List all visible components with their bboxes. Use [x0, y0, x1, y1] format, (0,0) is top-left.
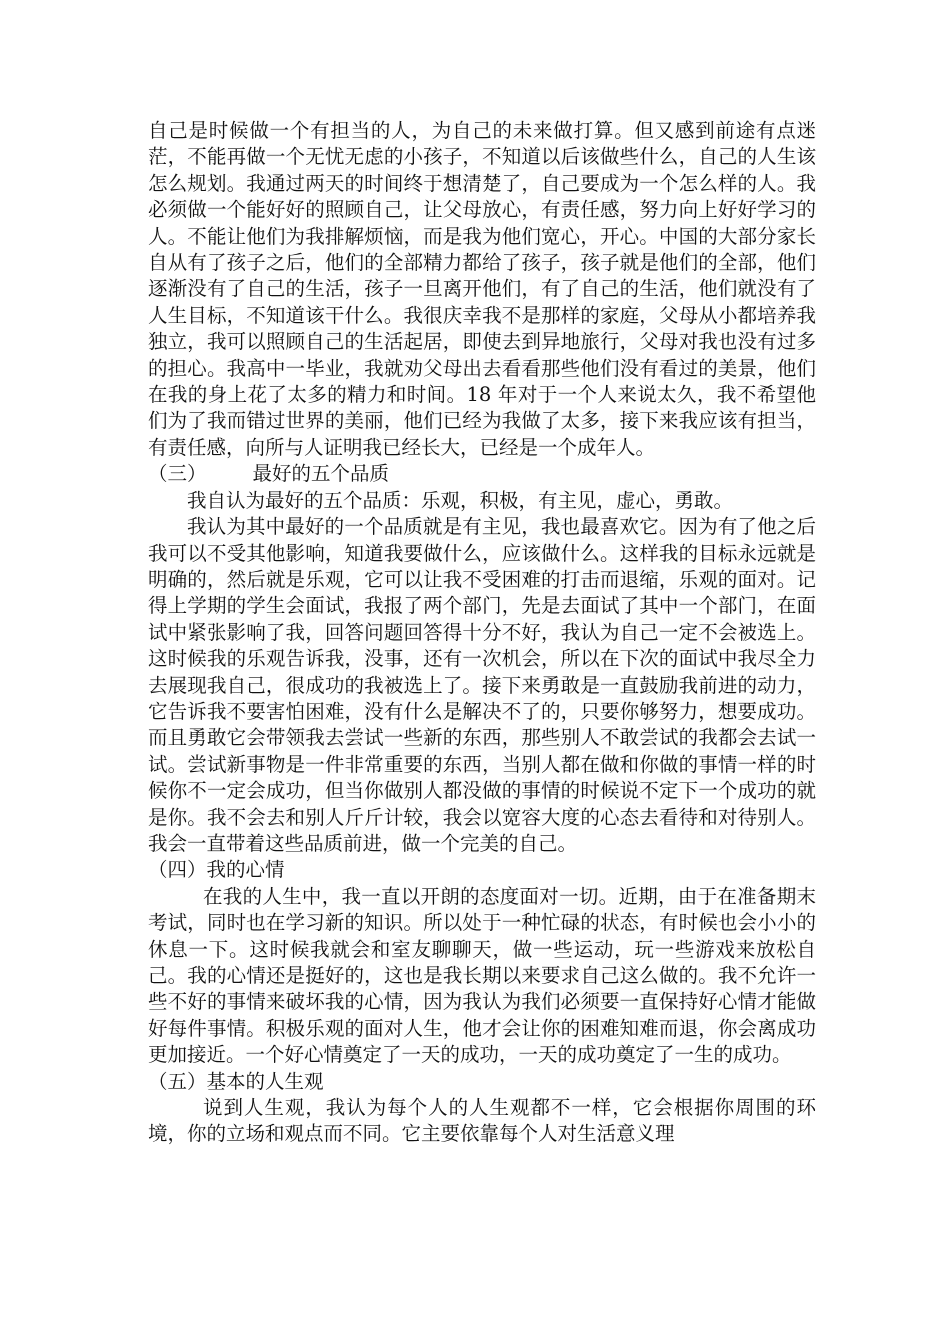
section-heading-3 [148, 461, 816, 487]
section-3-title: 最好的五个品质 [252, 462, 390, 486]
section-heading-5: （五）基本的人生观 [148, 1069, 324, 1093]
paragraph-mood: 在我的人生中，我一直以开朗的态度面对一切。近期，由于在准备期末考试，同时也在学习新的知识。所以处于一种忙碌的状态，有时候也会小小的休息一下。这时候我就会和室友聊聊天，做一些运动，玩一些游戏来放松自己。我的心情还是挺好的，这也是我长期以来要求自己这么做的。我不允许一些不好的事情来破坏我的心情，因为我认为我们必须要一直保持好心情才能做好每件事情。积极乐观的面对人生，他才会让你的困难知难而退，你会离成功更加接近。一个好心情奠定了一天的成功，一天的成功奠定了一生的成功。 [148, 884, 816, 1067]
document-page [148, 118, 816, 1148]
section-heading-4: （四）我的心情 [148, 858, 285, 882]
paragraph-five-qualities: 我自认为最好的五个品质：乐观，积极，有主见，虚心，勇敢。 [187, 488, 734, 512]
paragraph-intro: 自己是时候做一个有担当的人，为自己的未来做打算。但又感到前途有点迷茫，不能再做一个无忧无虑的小孩子，不知道以后该做些什么，自己的人生该怎么规划。我通过两天的时间终于想清楚了，自己要成为一个怎么样的人。我必须做一个能好好的照顾自己，让父母放心，有责任感，努力向上好好学习的人。不能让他们为我排解烦恼，而是我为他们宽心，开心。中国的大部分家长自从有了孩子之后，他们的全部精力都给了孩子，孩子就是他们的全部，他们逐渐没有了自己的生活，孩子一旦离开他们，有了自己的生活，他们就没有了人生目标，不知道该干什么。我很庆幸我不是那样的家庭，父母从小都培养我独立，我可以照顾自己的生活起居，即使去到异地旅行，父母对我也没有过多的担心。我高中一毕业，我就劝父母出去看看那些他们没有看过的美景，他们在我的身上花了太多的精力和时间。18 年对于一个人来说太久，我不希望他们为了我而错过世界的美丽，他们已经为我做了太多，接下来我应该有担当，有责任感，向所与人证明我已经长大，已经是一个成年人。 [148, 119, 816, 459]
paragraph-best-quality: 我认为其中最好的一个品质就是有主见，我也最喜欢它。因为有了他之后我可以不受其他影响，知道我要做什么，应该做什么。这样我的目标永远就是明确的，然后就是乐观，它可以让我不受困难的打击而退缩，乐观的面对。记得上学期的学生会面试，我报了两个部门，先是去面试了其中一个部门，在面试中紧张影响了我，回答问题回答得十分不好，我认为自己一定不会被选上。这时候我的乐观告诉我，没事，还有一次机会，所以在下次的面试中我尽全力去展现我自己，很成功的我被选上了。接下来勇敢是一直鼓励我前进的动力，它告诉我不要害怕困难，没有什么是解决不了的，只要你够努力，想要成功。而且勇敢它会带领我去尝试一些新的东西，那些别人不敢尝试的我都会去试一试。尝试新事物是一件非常重要的东西，当别人都在做和你做的事情一样的时候你不一定会成功，但当你做别人都没做的事情的时候说不定下一个成功的就是你。我不会去和别人斤斤计较，我会以宽容大度的心态去看待和对待别人。我会一直带着这些品质前进，做一个完美的自己。 [148, 515, 816, 855]
section-3-number: （三） [148, 462, 207, 486]
paragraph-life-view: 说到人生观，我认为每个人的人生观都不一样，它会根据你周围的环境，你的立场和观点而不同。它主要依靠每个人对生活意义理 [148, 1096, 816, 1146]
